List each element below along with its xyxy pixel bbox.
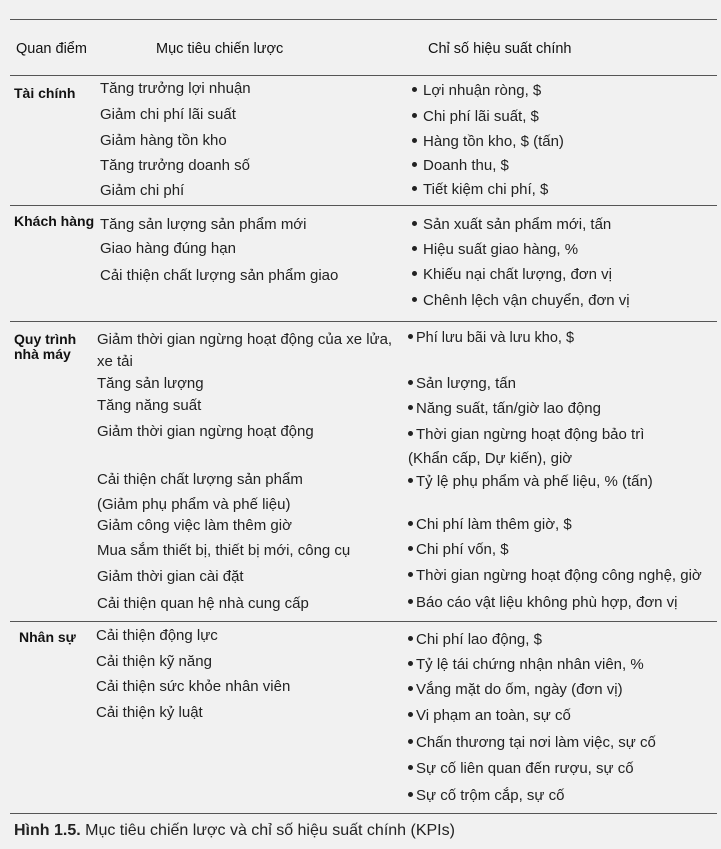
kpi-item: Sự cố liên quan đến rượu, sự cố [408,760,634,778]
objective: Tăng trưởng lợi nhuận [100,80,251,97]
bullet-icon [412,162,417,167]
bullet-icon [408,792,413,797]
objective: Giảm chi phí lãi suất [100,106,236,123]
kpi-item: Sản xuất sản phẩm mới, tấn [412,216,611,234]
header-rule [10,75,717,76]
kpi-item: Chấn thương tại nơi làm việc, sự cố [408,734,656,752]
perspective-hr: Nhân sự [19,629,76,645]
objective: Tăng năng suất [97,397,202,414]
kpi-item: Năng suất, tấn/giờ lao động [408,400,601,418]
bullet-icon [408,334,413,339]
objective: Cải thiện kỷ luật [96,704,203,721]
kpi-item: Hàng tồn kho, $ (tấn) [412,133,564,151]
table-bottom-rule [10,813,717,814]
figure-caption [14,822,455,840]
header-objective: Mục tiêu chiến lược [156,41,284,57]
bullet-icon [412,271,417,276]
bullet-icon [412,186,417,191]
section-rule [10,205,717,206]
kpi-item: Sản lượng, tấn [408,375,516,393]
bullet-icon [412,246,417,251]
kpi-item: Hiệu suất giao hàng, % [412,241,578,259]
bullet-icon [408,431,413,436]
objective: Tăng sản lượng [97,375,204,392]
bullet-icon [408,521,413,526]
kpi-item: Doanh thu, $ [412,157,509,175]
bullet-icon [408,478,413,483]
objective: Cải thiện chất lượng sản phẩm [97,471,303,488]
bullet-icon [408,686,413,691]
bullet-icon [408,599,413,604]
kpi-item: Tiết kiệm chi phí, $ [412,181,548,199]
bullet-icon [408,405,413,410]
kpi-item: Vắng mặt do ốm, ngày (đơn vị) [408,681,623,699]
objective: Giảm chi phí [100,182,185,199]
perspective-finance: Tài chính [14,85,76,101]
bullet-icon [412,138,417,143]
bullet-icon [408,661,413,666]
objective: Cải thiện động lực [96,627,218,644]
header-kpi: Chỉ số hiệu suất chính [428,41,572,57]
kpi-item: Khiếu nại chất lượng, đơn vị [412,266,612,284]
bullet-icon [408,712,413,717]
objective-continued: (Giảm phụ phẩm và phế liệu) [97,496,291,513]
kpi-item: Thời gian ngừng hoạt động công nghệ, giờ [408,567,702,585]
objective: Giảm hàng tồn kho [100,132,227,149]
kpi-item: Vi phạm an toàn, sự cố [408,707,571,725]
objective-continued: xe tải [97,353,133,370]
section-rule [10,621,717,622]
kpi-item: Lợi nhuận ròng, $ [412,82,541,100]
objective: Mua sắm thiết bị, thiết bị mới, công cụ [97,542,351,559]
table-top-rule [10,19,717,20]
objective: Giảm thời gian cài đặt [97,568,244,585]
bullet-icon [408,572,413,577]
bullet-icon [408,546,413,551]
objective: Tăng sản lượng sản phẩm mới [100,216,307,233]
kpi-item: Chi phí vốn, $ [408,541,509,559]
objective: Giảm thời gian ngừng hoạt động [97,423,314,440]
objective: Cải thiện chất lượng sản phẩm giao [100,267,339,284]
objective: Cải thiện kỹ năng [96,653,212,670]
perspective-plant-process: Quy trình nhà máy [14,331,77,362]
kpi-item: Chênh lệch vận chuyển, đơn vị [412,292,630,310]
bullet-icon [412,113,417,118]
objective: Giao hàng đúng hạn [100,240,236,257]
section-rule [10,321,717,322]
figure-caption-text: Mục tiêu chiến lược và chỉ số hiệu suất chính (KPIs) [80,822,455,839]
bullet-icon [412,87,417,92]
kpi-item-continued: (Khẩn cấp, Dự kiến), giờ [408,450,573,467]
bullet-icon [408,739,413,744]
bullet-icon [408,380,413,385]
perspective-customer: Khách hàng [14,213,95,229]
objective: Cải thiện quan hệ nhà cung cấp [97,595,309,612]
objective: Giảm công việc làm thêm giờ [97,517,292,534]
header-perspective: Quan điểm [16,41,87,57]
figure-label: Hình 1.5. [14,822,81,839]
kpi-item: Chi phí làm thêm giờ, $ [408,516,572,534]
kpi-item: Chi phí lao động, $ [408,631,542,649]
bullet-icon [412,297,417,302]
kpi-item: Thời gian ngừng hoạt động bảo trì [408,426,644,444]
kpi-item: Chi phí lãi suất, $ [412,108,539,126]
objective: Cải thiện sức khỏe nhân viên [96,678,291,695]
kpi-item: Tỷ lệ tái chứng nhận nhân viên, % [408,656,644,674]
objective: Tăng trưởng doanh số [100,157,250,174]
kpi-item: Sự cố trộm cắp, sự cố [408,787,564,805]
kpi-item: Phí lưu bãi và lưu kho, $ [408,329,574,347]
bullet-icon [408,636,413,641]
bullet-icon [408,765,413,770]
bullet-icon [412,221,417,226]
kpi-item: Tỷ lệ phụ phẩm và phế liệu, % (tấn) [408,473,653,491]
kpi-item: Báo cáo vật liệu không phù hợp, đơn vị [408,594,678,612]
objective: Giảm thời gian ngừng hoạt động của xe lửa, [97,331,393,348]
